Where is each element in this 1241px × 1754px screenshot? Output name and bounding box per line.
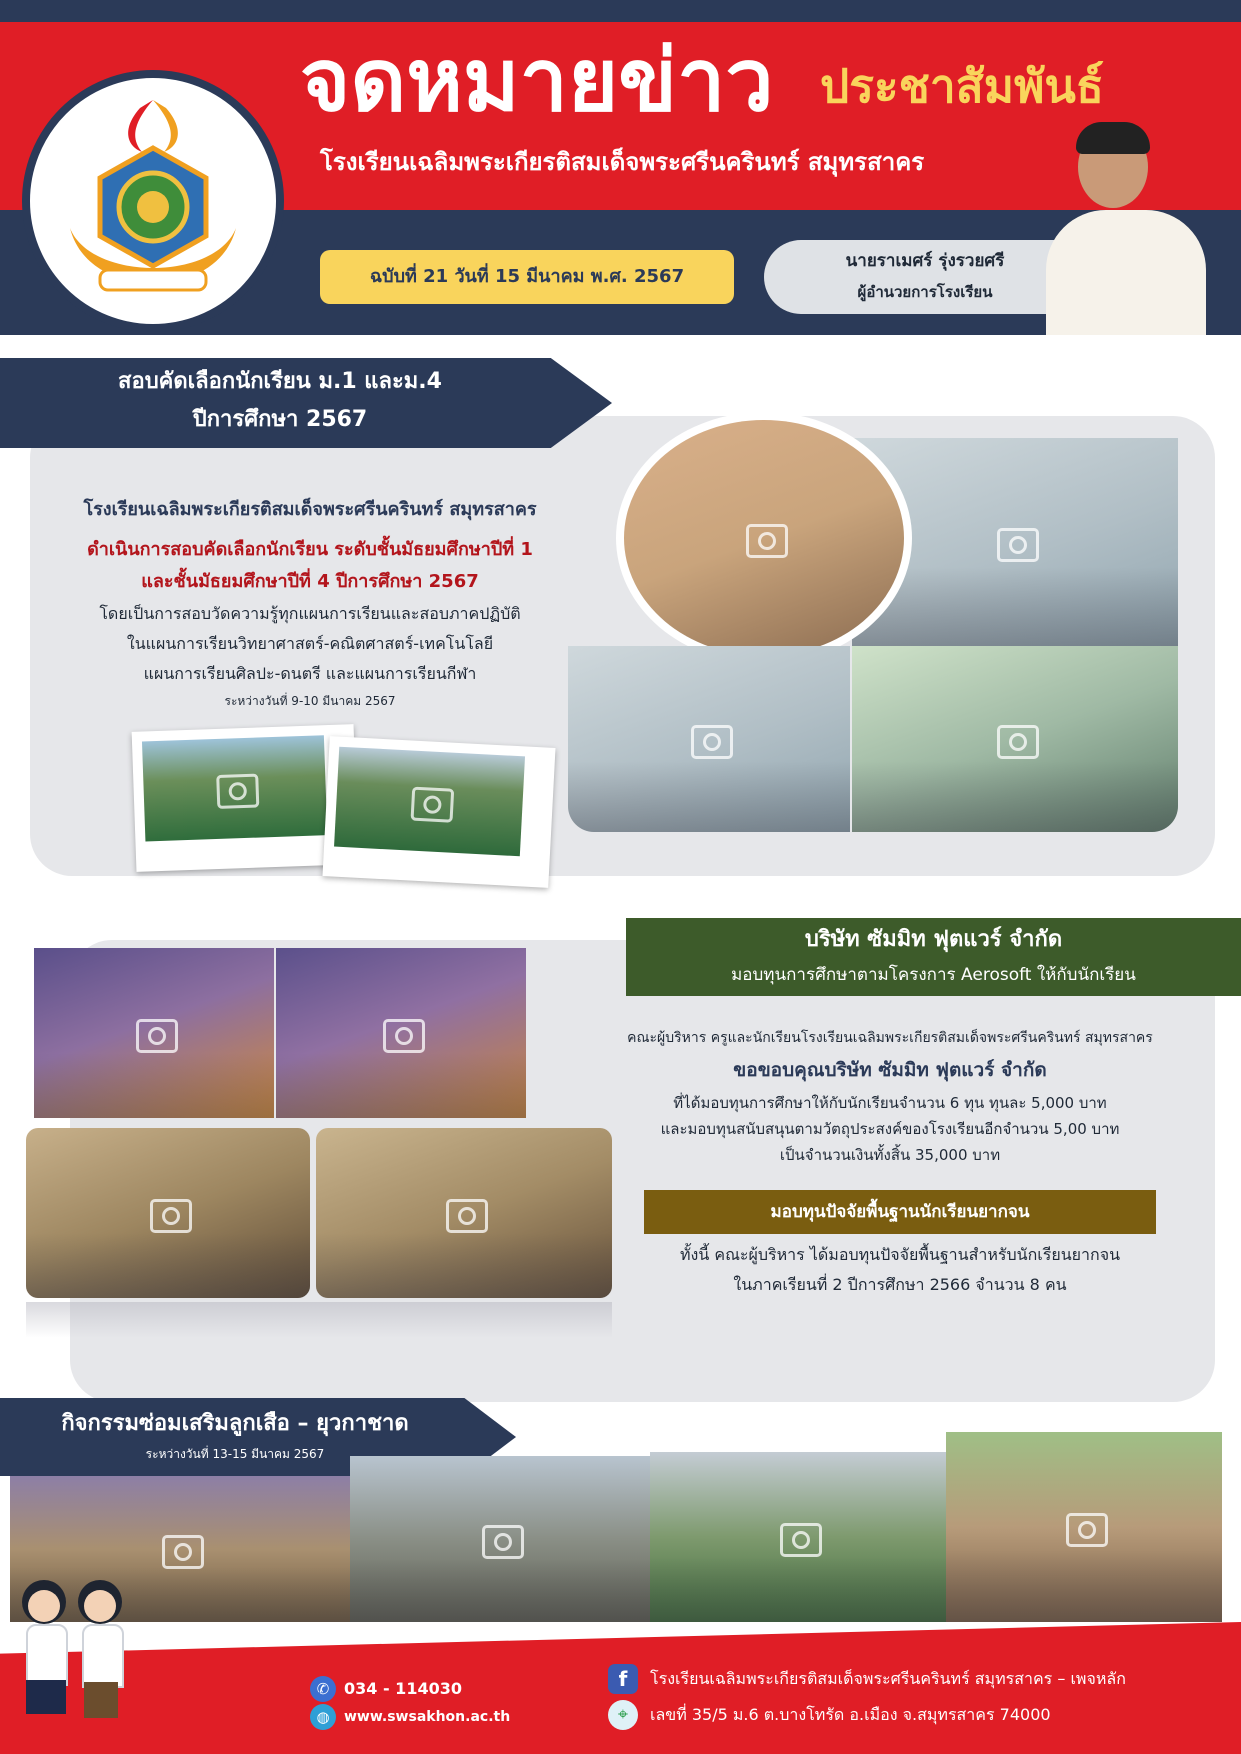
fund-banner: มอบทุนปัจจัยพื้นฐานนักเรียนยากจน [644,1190,1156,1234]
photo-computer-lab [852,646,1178,832]
section2-line3: และมอบทุนสนับสนุนตามวัตถุประสงค์ของโรงเรียนอีกจำนวน 5,00 บาท [660,1120,1120,1138]
photo-scholarship-2 [276,948,526,1118]
photo-meeting-1 [26,1128,310,1298]
school-logo [22,70,284,332]
footer-facebook[interactable]: โรงเรียนเฉลิมพระเกียรติสมเด็จพระศรีนครินทร์ สมุทรสาคร – เพจหลัก [650,1669,1126,1688]
section2-subtitle: มอบทุนการศึกษาตามโครงการ Aerosoft ให้กับนักเรียน [731,965,1136,985]
section1-body-line3: แผนการเรียนศิลปะ-ดนตรี และแผนการเรียนกีฬา [143,664,477,683]
photo-reflection [26,1302,612,1338]
newsletter-title-accent: ประชาสัมพันธ์ [820,59,1104,113]
section1-date: ระหว่างวันที่ 9-10 มีนาคม 2567 [224,694,396,708]
header-top-strip [0,0,1241,22]
section3-date: ระหว่างวันที่ 13-15 มีนาคม 2567 [145,1447,325,1461]
section1-banner-line1: สอบคัดเลือกนักเรียน ม.1 และม.4 [118,369,442,394]
section1-school-line: โรงเรียนเฉลิมพระเกียรติสมเด็จพระศรีนครินทร์ สมุทรสาคร [83,499,537,520]
section2-line4: เป็นจำนวนเงินทั้งสิ้น 35,000 บาท [779,1146,1001,1164]
section2-thanks: ขอขอบคุณบริษัท ซัมมิท ฟุตแวร์ จำกัด [733,1059,1047,1081]
section1-red-line2: และชั้นมัธยมศึกษาปีที่ 4 ปีการศึกษา 2567 [141,571,479,592]
photo-meeting-2 [316,1128,612,1298]
issue-badge: ฉบับที่ 21 วันที่ 15 มีนาคม พ.ศ. 2567 [320,250,734,304]
section1-red-line1: ดำเนินการสอบคัดเลือกนักเรียน ระดับชั้นมัธยมศึกษาปีที่ 1 [87,539,533,560]
footer-address: เลขที่ 35/5 ม.6 ต.บางโทรัด อ.เมือง จ.สมุทรสาคร 74000 [650,1705,1051,1724]
director-title: ผู้อำนวยการโรงเรียน [857,283,993,301]
section1-banner-line2: ปีการศึกษา 2567 [192,407,368,432]
section3-title: กิจกรรมซ่อมเสริมลูกเสือ – ยุวกาชาด [61,1411,409,1436]
section1-body-line2: ในแผนการเรียนวิทยาศาสตร์-คณิตศาสตร์-เทคโนโลยี [126,634,494,653]
photo-notice-board-circle [616,412,912,664]
cartoon-students [20,1580,130,1750]
section2-company: บริษัท ซัมมิท ฟุตแวร์ จำกัด [804,927,1063,952]
school-emblem-icon [30,78,276,324]
photo-scouts-3 [650,1452,946,1622]
photo-scouts-2 [350,1456,650,1622]
section2-line1: คณะผู้บริหาร ครูและนักเรียนโรงเรียนเฉลิมพระเกียรติสมเด็จพระศรีนครินทร์ สมุทรสาคร [627,1030,1153,1046]
fund-line2: ในภาคเรียนที่ 2 ปีการศึกษา 2566 จำนวน 8 คน [733,1275,1067,1294]
footer-phone: 034 - 114030 [344,1679,462,1698]
section1-body-line1: โดยเป็นการสอบวัดความรู้ทุกแผนการเรียนและสอบภาคปฏิบัติ [99,604,521,623]
section2-line2: ที่ได้มอบทุนการศึกษาให้กับนักเรียนจำนวน 6 ทุน ทุนละ 5,000 บาท [673,1094,1107,1112]
director-name: นายราเมศร์ รุ่งรวยศรี [845,251,1005,271]
fund-line1: ทั้งนี้ คณะผู้บริหาร ได้มอบทุนปัจจัยพื้นฐานสำหรับนักเรียนยากจน [679,1245,1120,1264]
phone-icon: ✆ [310,1676,336,1702]
photo-scouts-4 [946,1432,1222,1622]
map-pin-icon: ⌖ [608,1700,638,1730]
school-name: โรงเรียนเฉลิมพระเกียรติสมเด็จพระศรีนครินทร์ สมุทรสาคร [320,148,925,176]
photo-scholarship-1 [34,948,274,1118]
footer-website[interactable]: www.swsakhon.ac.th [344,1709,511,1725]
photo-pushup-test [322,736,555,888]
globe-icon: ◍ [310,1704,336,1730]
facebook-icon: f [608,1664,638,1694]
director-photo [1040,118,1220,335]
newsletter-title: จดหมายข่าว [300,31,774,131]
photo-classroom-exam [568,646,850,832]
